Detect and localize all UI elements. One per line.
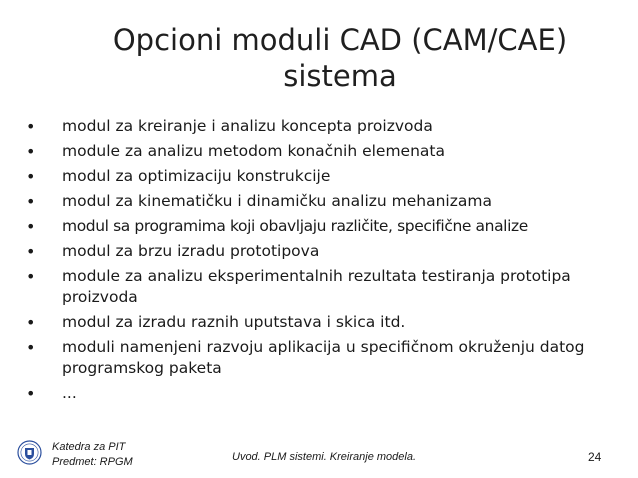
bullet-dot: •	[26, 338, 36, 357]
bullet-text: modul za optimizaciju konstrukcije	[62, 167, 331, 185]
bullet-text: ...	[62, 384, 77, 402]
slide-title	[40, 22, 638, 94]
bullet-text: module za analizu metodom konačnih elemenata	[62, 142, 445, 160]
bullet-list	[26, 116, 626, 408]
bullet-item	[26, 216, 626, 237]
bullet-item	[26, 166, 626, 187]
bullet-item	[26, 141, 626, 162]
bullet-dot: •	[26, 167, 36, 186]
bullet-item	[26, 266, 626, 308]
bullet-item	[26, 241, 626, 262]
bullet-text: modul sa programima koji obavljaju različite, specifične analize	[62, 217, 528, 235]
page-number: 24	[588, 450, 602, 464]
bullet-text: modul za brzu izradu prototipova	[62, 242, 320, 260]
university-crest-icon	[17, 440, 42, 465]
bullet-dot: •	[26, 117, 36, 136]
bullet-dot: •	[26, 142, 36, 161]
bullet-text: moduli namenjeni razvoju aplikacija u specifičnom okruženju datog programskog paketa	[62, 338, 585, 377]
bullet-dot: •	[26, 384, 36, 403]
bullet-dot: •	[26, 267, 36, 286]
bullet-item	[26, 337, 626, 379]
slide-title-line-1: Opcioni moduli CAD (CAM/CAE)	[112, 23, 568, 57]
bullet-item	[26, 116, 626, 137]
bullet-text: modul za izradu raznih uputstava i skica itd.	[62, 313, 406, 331]
footer-department-info	[52, 440, 133, 470]
bullet-text: modul za kreiranje i analizu koncepta proizvoda	[62, 117, 433, 135]
footer-department: Katedra za PIT	[52, 441, 126, 453]
bullet-text: module za analizu eksperimentalnih rezultata testiranja prototipa proizvoda	[62, 267, 571, 306]
bullet-item	[26, 312, 626, 333]
footer-subject: Predmet: RPGM	[52, 456, 133, 468]
bullet-dot: •	[26, 242, 36, 261]
bullet-dot: •	[26, 217, 36, 236]
bullet-dot: •	[26, 192, 36, 211]
slide-title-line-2: sistema	[283, 59, 397, 93]
bullet-dot: •	[26, 313, 36, 332]
footer-topic: Uvod. PLM sistemi. Kreiranje modela.	[232, 451, 417, 463]
bullet-item	[26, 191, 626, 212]
bullet-text: modul za kinematičku i dinamičku analizu mehanizama	[62, 192, 492, 210]
bullet-item	[26, 383, 626, 404]
